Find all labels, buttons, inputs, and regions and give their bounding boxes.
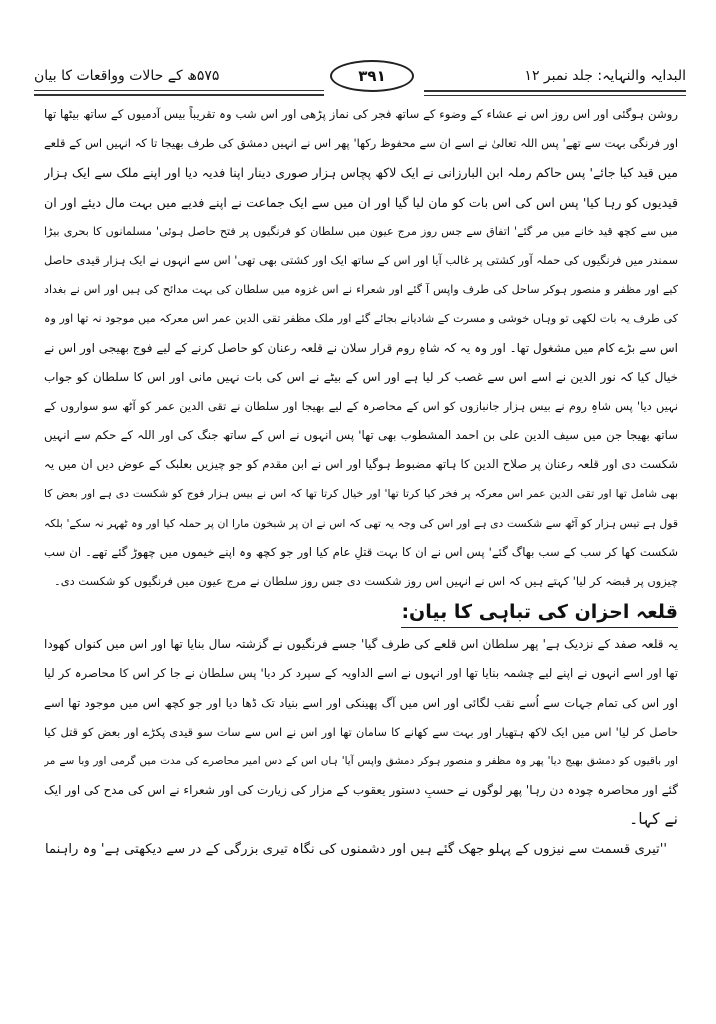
text-line: نے کہا۔ bbox=[629, 810, 678, 829]
text-line: چیزوں پر قبضہ کر لیا' کہتے ہیں کہ اس نے انہیں اس روز شکست دی جس روز سلطان نے مرج عیون میں فرنگیوں کو شکست دی۔ bbox=[54, 574, 678, 588]
text-line: سمندر میں فرنگیوں کی حملہ آور کشتی پر غالب آیا اور اس کے ساتھ ایک اور کشتی بھی تھی' اس سے انہوں نے ایک ہزار قیدی حاصل bbox=[44, 252, 678, 267]
text-line: تھا اور اسے انہوں نے اپنے لیے چشمہ بنایا تھا اور انہوں نے اسے الداویہ کے سپرد کر دیا' پس سلطان نے جا کر اس کا محاصرہ کر لیا bbox=[44, 666, 678, 681]
text-line: بھی شامل تھا اور تقی الدین عمر اس معرکہ پر فخر کیا کرتا تھا' اور خیال کرتا تھا کہ اس نے بیس ہزار فوج کو شکست دی ہے اور بعض کا bbox=[44, 487, 678, 501]
page-number: ۳۹۱ bbox=[330, 60, 414, 92]
text-line: خیال کیا کہ نور الدین نے اسے اس سے غصب کر لیا ہے اور اس کے بیٹے نے اس کی بات نہیں مانی اور اس کا سلطان کو جواب bbox=[44, 369, 678, 384]
header-rule-right bbox=[424, 90, 686, 96]
text-line: کیے اور مظفر و منصور ہوکر ساحل کی طرف واپس آ گئے اور شعراء نے اس غزوہ میں سلطان کی بہت مدائح کی ہیں اور اس نے بغداد bbox=[44, 283, 678, 297]
paragraph-2 bbox=[44, 630, 678, 834]
book-title: البدایہ والنہایہ: جلد نمبر ۱۲ bbox=[524, 68, 686, 84]
section-heading-row bbox=[44, 596, 678, 630]
text-line: حاصل کر لیا' اس میں ایک لاکھ ہتھیار اور بہت سے کھانے کا سامان تھا اور اس نے اس سے سات سو قیدی پکڑے اور بعض کو قتل کیا bbox=[44, 724, 678, 739]
text-line: میں سے کچھ قید خانے میں مر گئے' اتفاق سے جس روز مرج عیون میں سلطان کو فرنگیوں پر فتح حاصل ہوئی' مسلمانوں کا بحری بیڑا bbox=[44, 224, 678, 238]
text-line: اس سے بڑے کام میں مشغول تھا۔ اور وہ یہ کہ شاہِ روم قرار سلان نے قلعہ رعنان کو حاصل کرنے کے لیے فوج بھیجی اور اس نے bbox=[44, 340, 678, 355]
text-line: اور فرنگی بہت سے تھے' پس اللہ تعالیٰ نے اسے ان سے محفوظ رکھا' پھر اس نے انہیں دمشق کی طرف بھیجا تا کہ انہیں اس کے قلعے bbox=[44, 136, 678, 151]
text-line: ساتھ بھیجا جن میں سیف الدین علی بن احمد المشطوب بھی تھا' پس انہوں نے اس کے ساتھ جنگ کی اور اللہ کے حکم سے انہیں bbox=[44, 428, 678, 443]
text-line: اور اس کی تمام جہات سے اُسے نقب لگائی اور اس میں آگ پھینکی اور اسے بنیاد تک ڈھا دیا اور جو کچھ اس میں موجود تھا اسے bbox=[44, 695, 678, 710]
paragraph-1 bbox=[44, 100, 678, 596]
body-text bbox=[44, 100, 678, 864]
page-header bbox=[34, 58, 686, 94]
text-line: شکست کھا کر سب کے سب بھاگ گئے' پس اس نے ان کا بہت قتلِ عام کیا اور جو کچھ وہ اپنے خیموں میں چھوڑ گئے تھے۔ ان سب bbox=[44, 544, 678, 559]
text-line: نہیں دیا' پس شاہِ روم نے بیس ہزار جانبازوں کو اس کے محاصرہ کے لیے بھیجا اور سلطان نے تقی الدین عمر کو آٹھ سو سواروں کے bbox=[44, 398, 678, 413]
header-rule-left bbox=[34, 90, 324, 96]
section-heading: قلعہ احزان کی تباہی کا بیان: bbox=[401, 598, 678, 628]
text-line: یہ قلعہ صفد کے نزدیک ہے' پھر سلطان اس قلعے کی طرف گیا' جسے فرنگیوں نے گزشتہ سال بنایا تھا اور اس میں کنواں کھودا bbox=[44, 637, 678, 652]
verse-line: ''تیری قسمت سے نیزوں کے پہلو جھک گئے ہیں اور دشمنوں کی نگاہ تیری بزرگی کے در سے دیکھتی ہے' وہ راہنما bbox=[45, 841, 667, 857]
text-line: کی طرف یہ بات لکھی تو وہاں خوشی و مسرت کے شادیانے بجائے گئے اور ملک مظفر تقی الدین عمر اس معرکہ میں موجود نہ تھا اور وہ bbox=[44, 312, 678, 326]
text-line: روشن ہوگئی اور اس روز اس نے عشاء کے وضوء کے ساتھ فجر کی نماز پڑھی اور اس شب وہ تقریباً بیس آدمیوں کے ساتھ بیٹھا تھا bbox=[44, 107, 678, 121]
chapter-title: ۵۷۵ھ کے حالات وواقعات کا بیان bbox=[34, 68, 220, 84]
text-line: شکست دی اور قلعہ رعنان پر صلاح الدین کا ہاتھ مضبوط ہوگیا اور اس نے ابن مقدم کو جو چیزیں بعلبک کے عوض دیں ان میں یہ bbox=[44, 457, 678, 472]
text-line: گئے اور محاصرہ چودہ دن رہا' پھر لوگوں نے حسبِ دستور یعقوب کے مزار کی زیارت کی اور شعراء نے اس کی مدح کی اور ایک bbox=[44, 783, 678, 798]
text-line: اور باقیوں کو دمشق بھیج دیا' پھر وہ مظفر و منصور ہوکر دمشق واپس آیا' ہاں اس کے دس امیر محاصرے کی مدت میں گرمی اور وبا سے مر bbox=[44, 754, 678, 767]
text-line: قیدیوں کو رہا کیا' پس اس کی اس بات کو مان لیا گیا اور ان میں سے ایک جماعت نے اپنے فدیے میں بہت مال دیئے اور ان bbox=[44, 194, 678, 210]
text-line: قول ہے تیس ہزار کو آٹھ سے شکست دی ہے اور اس کی وجہ یہ تھی کہ اس نے ان پر شبخون مارا ان پر حملہ کیا اور وہ ٹھہر نہ سکے' بلکہ bbox=[44, 516, 678, 530]
text-line: میں قید کیا جائے' پس حاکم رملہ ابن البارزانی نے ایک لاکھ پچاس ہزار صوری دینار اپنا فدیہ دیا اور اپنے ملک سے ایک ہزار bbox=[44, 165, 678, 181]
